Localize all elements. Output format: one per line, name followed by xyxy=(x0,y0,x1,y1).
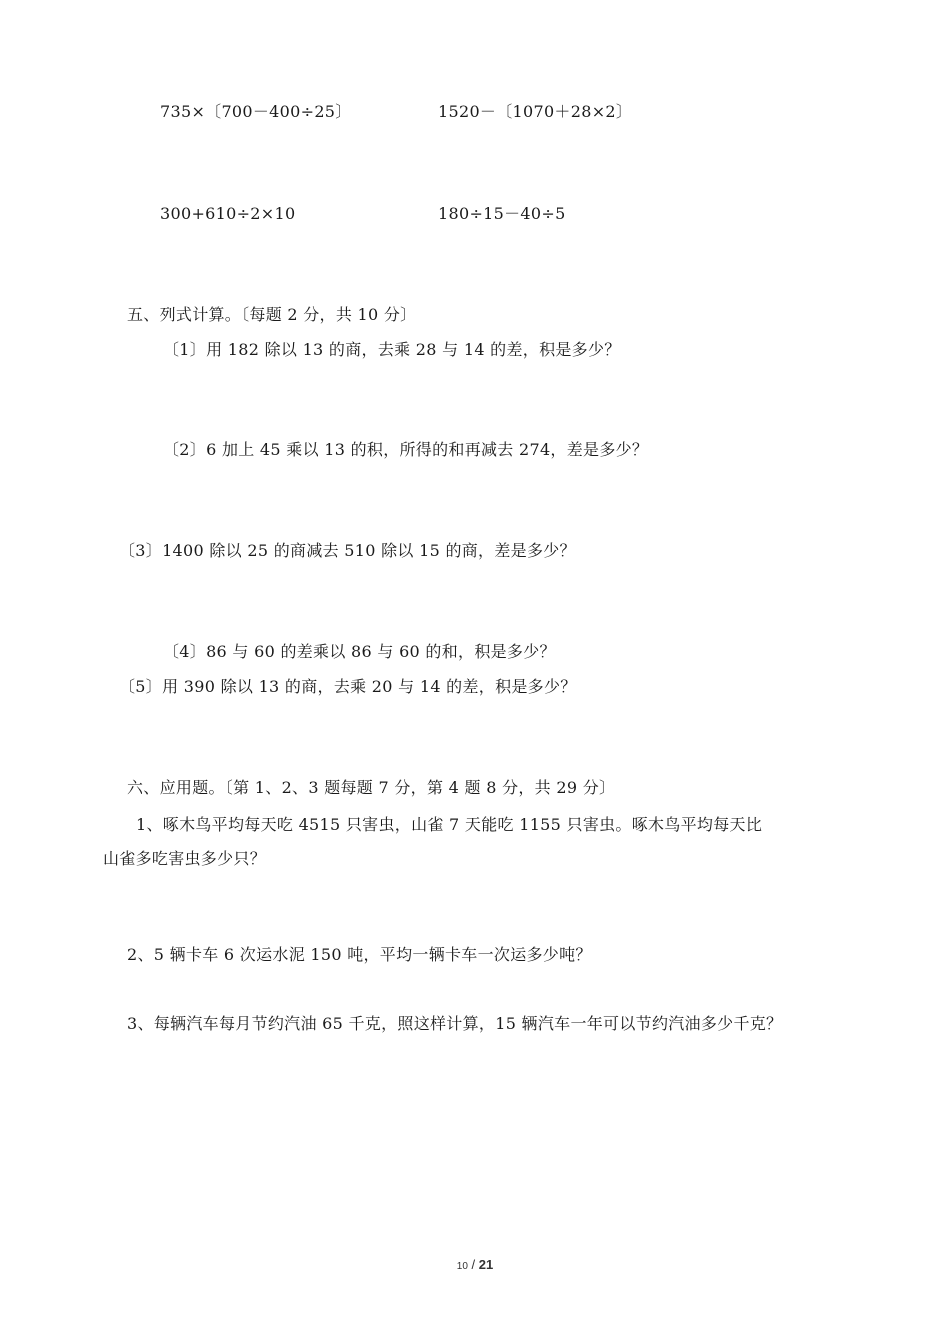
page-number xyxy=(0,1257,950,1272)
section-5-heading: 五、列式计算。〔每题 2 分，共 10 分〕 xyxy=(127,305,417,324)
total-pages: 21 xyxy=(478,1257,494,1272)
page-separator: / xyxy=(467,1257,479,1272)
question-5-2: 〔2〕6 加上 45 乘以 13 的积，所得的和再减去 274，差是多少？ xyxy=(163,440,649,459)
section-6-heading: 六、应用题。〔第 1、2、3 题每题 7 分，第 4 题 8 分，共 29 分〕 xyxy=(127,778,616,797)
calc-expression-1: 735×〔700－400÷25〕 xyxy=(160,102,352,121)
problem-6-2: 2、5 辆卡车 6 次运水泥 150 吨，平均一辆卡车一次运多少吨？ xyxy=(127,945,592,964)
calc-expression-3: 300+610÷2×10 xyxy=(160,204,296,223)
current-page: 10 xyxy=(456,1261,468,1272)
question-5-1: 〔1〕用 182 除以 13 的商，去乘 28 与 14 的差，积是多少？ xyxy=(163,340,621,359)
question-5-5: 〔5〕用 390 除以 13 的商，去乘 20 与 14 的差，积是多少？ xyxy=(119,677,577,696)
question-5-4: 〔4〕86 与 60 的差乘以 86 与 60 的和，积是多少？ xyxy=(163,642,556,661)
problem-6-1-line-1: 1、啄木鸟平均每天吃 4515 只害虫，山雀 7 天能吃 1155 只害虫。啄木鸟平均每天比 xyxy=(136,815,763,834)
calc-expression-4: 180÷15－40÷5 xyxy=(438,204,566,223)
question-5-3: 〔3〕1400 除以 25 的商减去 510 除以 15 的商，差是多少？ xyxy=(119,541,576,560)
problem-6-3: 3、每辆汽车每月节约汽油 65 千克，照这样计算，15 辆汽车一年可以节约汽油多少千克？ xyxy=(127,1014,783,1033)
problem-6-1-line-2: 山雀多吃害虫多少只？ xyxy=(103,849,267,868)
calc-expression-2: 1520－〔1070＋28×2〕 xyxy=(438,102,633,121)
